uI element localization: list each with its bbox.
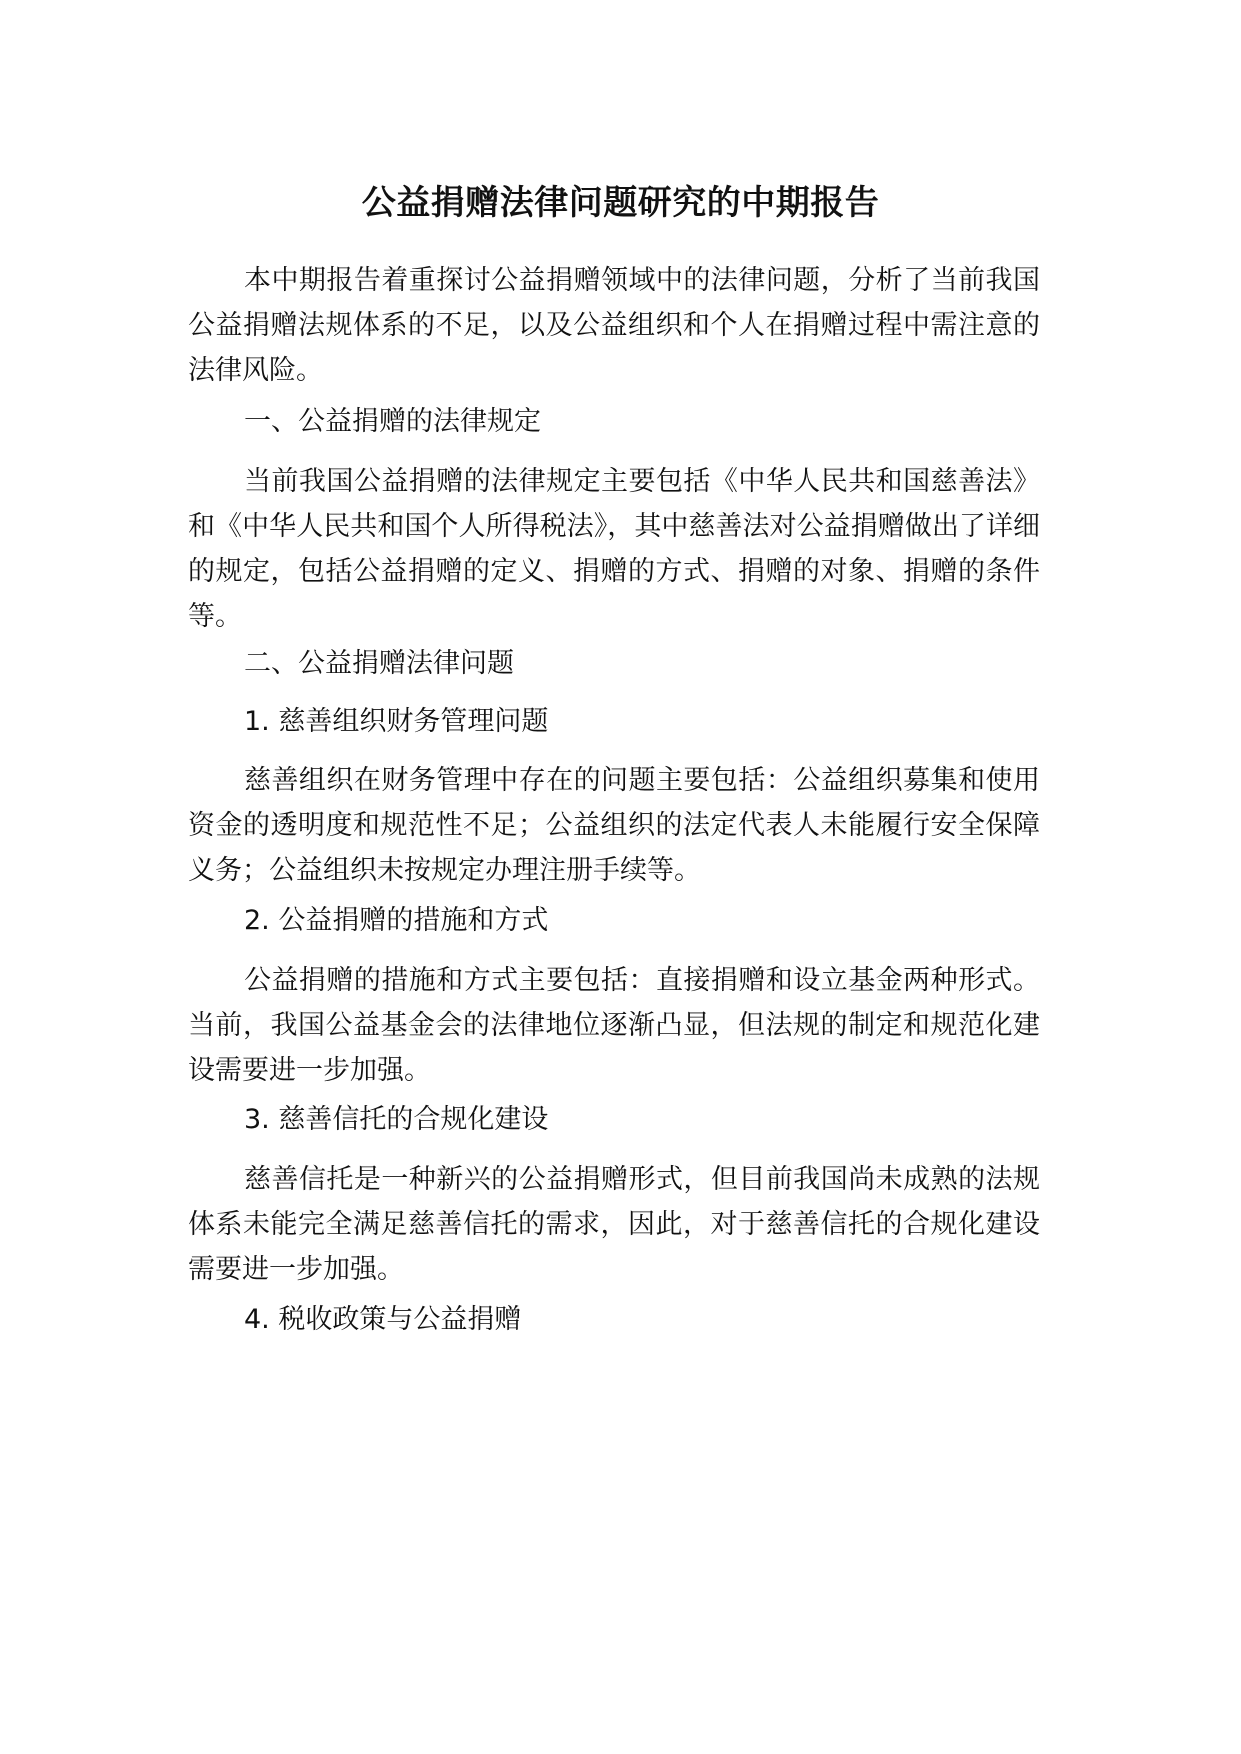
section-heading-legal-provisions: 一、公益捐赠的法律规定 (244, 406, 541, 437)
page-title: 公益捐赠法律问题研究的中期报告 (361, 183, 880, 223)
section-heading-legal-issues: 二、公益捐赠法律问题 (244, 648, 514, 679)
subheading-donation-measures: 2. 公益捐赠的措施和方式 (244, 905, 549, 936)
subheading-charitable-trust: 3. 慈善信托的合规化建设 (244, 1104, 549, 1135)
donation-measures-paragraph: 公益捐赠的措施和方式主要包括：直接捐赠和设立基金两种形式。当前，我国公益基金会的法律地位逐渐凸显，但法规的制定和规范化建设需要进一步加强。 (188, 965, 1040, 1086)
charitable-trust-paragraph: 慈善信托是一种新兴的公益捐赠形式，但目前我国尚未成熟的法规体系未能完全满足慈善信托的需求，因此，对于慈善信托的合规化建设需要进一步加强。 (188, 1164, 1040, 1285)
intro-paragraph: 本中期报告着重探讨公益捐赠领域中的法律问题，分析了当前我国公益捐赠法规体系的不足，以及公益组织和个人在捐赠过程中需注意的法律风险。 (188, 265, 1040, 386)
subheading-tax-policy: 4. 税收政策与公益捐赠 (244, 1304, 522, 1335)
financial-management-paragraph: 慈善组织在财务管理中存在的问题主要包括：公益组织募集和使用资金的透明度和规范性不足；公益组织的法定代表人未能履行安全保障义务；公益组织未按规定办理注册手续等。 (188, 765, 1040, 886)
legal-provisions-paragraph: 当前我国公益捐赠的法律规定主要包括《中华人民共和国慈善法》和《中华人民共和国个人所得税法》，其中慈善法对公益捐赠做出了详细的规定，包括公益捐赠的定义、捐赠的方式、捐赠的对象、捐赠的条件等。 (188, 466, 1040, 632)
subheading-financial-management: 1. 慈善组织财务管理问题 (244, 706, 549, 737)
